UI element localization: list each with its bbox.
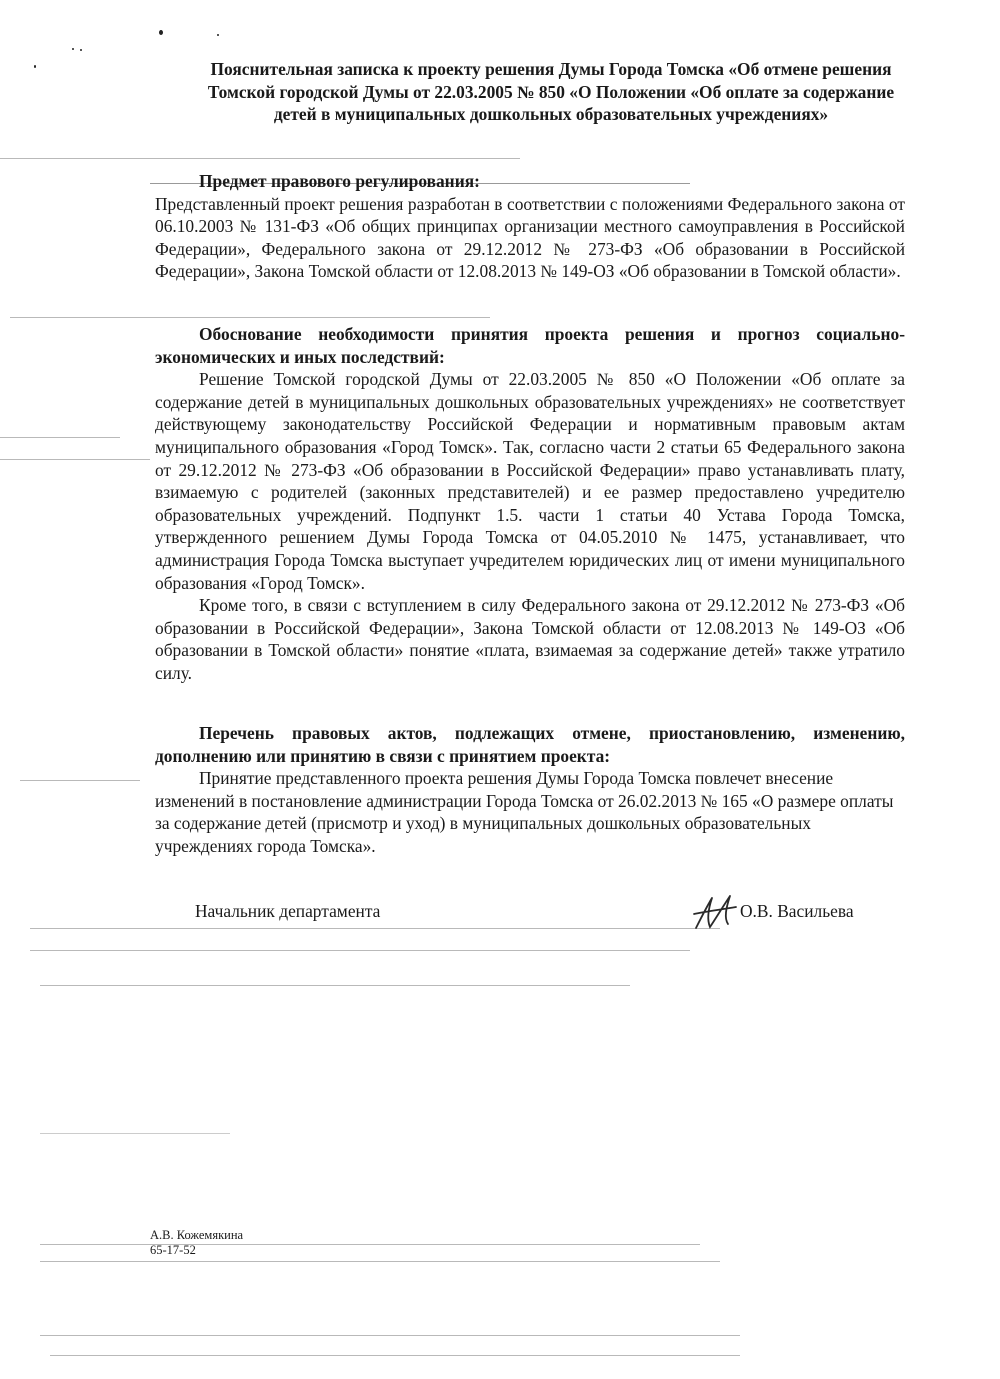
scan-speck <box>80 49 82 51</box>
scan-line <box>0 459 150 460</box>
executor-name: А.В. Кожемякина <box>150 1228 244 1242</box>
signature-row <box>195 898 895 938</box>
scan-line <box>50 1355 740 1356</box>
section-heading: Обоснование необходимости принятия проекта решения и прогноз социально-экономических и иных последствий: <box>155 324 905 367</box>
scan-line <box>40 985 630 986</box>
scan-line <box>20 780 140 781</box>
section-paragraph: Принятие представленного проекта решения Думы Города Томска повлечет внесение изменений в постановление администрации Города Томска от 26.02.2013 № 165 «О размере оплаты за содержание детей (присмотр и уход) в муниципальных дошкольных образовательных учреждениях города Томска». <box>155 768 894 856</box>
executor-phone: 65-17-52 <box>150 1243 196 1257</box>
section-heading: Перечень правовых актов, подлежащих отмене, приостановлению, изменению, дополнению или принятию в связи с принятием проекта: <box>155 723 905 766</box>
section-justification <box>155 323 905 685</box>
scan-speck <box>217 34 219 36</box>
section-legal-acts <box>155 722 905 858</box>
scan-line <box>0 158 520 159</box>
scan-line <box>40 1261 720 1262</box>
section-paragraph: Кроме того, в связи с вступлением в силу Федерального закона от 29.12.2012 № 273-ФЗ «Об образовании в Российской Федерации», Закона Томской области от 12.08.2013 № 149-ОЗ «Об образовании в Томской области» понятие «плата, взимаемая за содержание детей» также утратило силу. <box>155 595 905 683</box>
scan-speck <box>159 30 163 35</box>
handwritten-signature <box>690 890 742 932</box>
scan-speck <box>34 65 36 68</box>
scan-line <box>0 437 120 438</box>
scan-line <box>30 950 690 951</box>
scan-line <box>40 1244 700 1245</box>
document-title: Пояснительная записка к проекту решения Думы Города Томска «Об отмене решения Томской городской Думы от 22.03.2005 № 850 «О Положении «Об оплате за содержание детей в муниципальных дошкольных образовательных учреждениях» <box>207 59 895 124</box>
section-subject <box>155 170 905 283</box>
scan-line <box>40 1133 230 1134</box>
section-paragraph: Представленный проект решения разработан в соответствии с положениями Федерального закона от 06.10.2003 № 131-ФЗ «Об общих принципах организации местного самоуправления в Российской Федерации», Федерального закона от 29.12.2012 № 273-ФЗ «Об образовании в Российской Федерации», Закона Томской области от 12.08.2013 № 149-ОЗ «Об образовании в Томской области». <box>155 193 905 282</box>
signatory-name: О.В. Васильева <box>740 901 854 921</box>
signatory-position: Начальник департамента <box>195 901 381 921</box>
scan-line <box>10 317 490 318</box>
section-heading: Предмет правового регулирования: <box>199 171 480 191</box>
executor-info <box>150 1228 243 1258</box>
section-paragraph: Решение Томской городской Думы от 22.03.2005 № 850 «О Положении «Об оплате за содержание детей в муниципальных дошкольных образовательных учреждениях» не соответствует действующему законодательству Российской Федерации и нормативным правовым актам муниципального образования «Город Томск». Так, согласно части 2 статьи 65 Федерального закона от 29.12.2012 № 273-ФЗ «Об образовании в Российской Федерации» право устанавливать плату, взимаемую с родителей (законных представителей) и ее размер предоставлено учредителю образовательных учреждений. Подпункт 1.5. части 1 статьи 40 Устава Города Томска, утвержденного решением Думы Города Томска от 04.05.2010 № 1475, устанавливает, что администрация Города Томска выступает учредителем юридических лиц от имени муниципального образования «Город Томск». <box>155 369 905 593</box>
scan-speck <box>72 48 74 50</box>
scan-line <box>40 1335 740 1336</box>
